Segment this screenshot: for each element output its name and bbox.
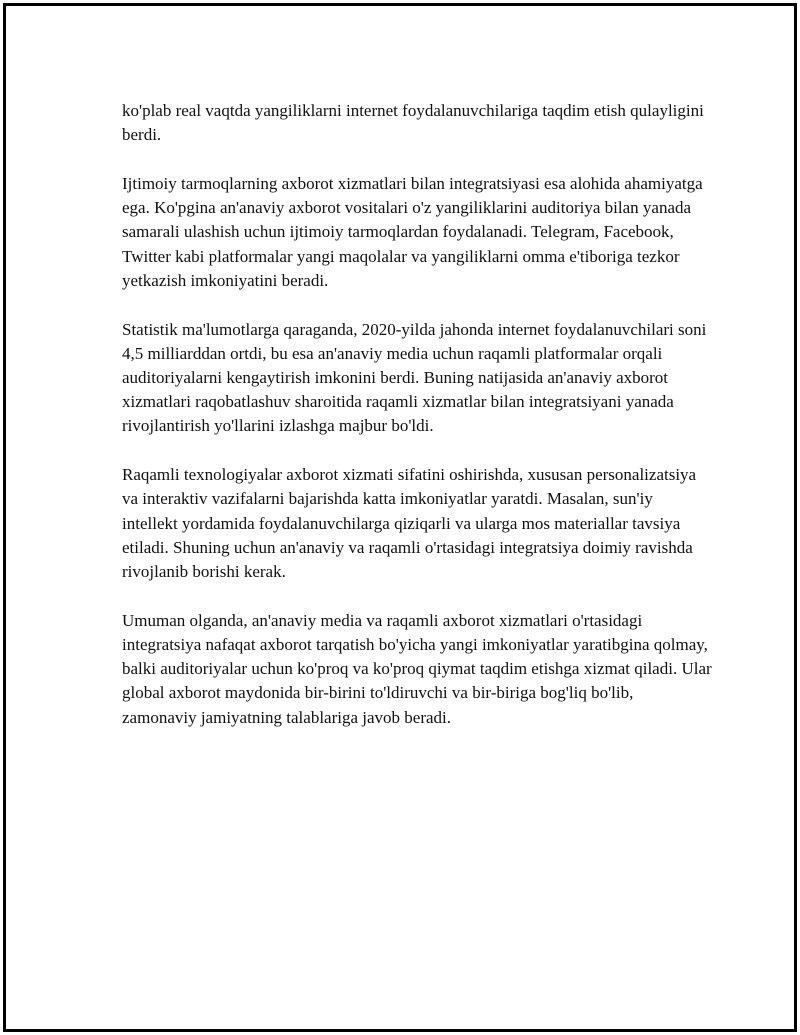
paragraph-5: Umuman olganda, an'anaviy media va raqamli axborot xizmatlari o'rtasidagi integratsiya nafaqat axborot tarqatish bo'yicha yangi imkoniyatlar yaratibgina qolmay, balki auditoriyalar uchun ko'proq va ko'proq qiymat taqdim etishga xizmat qiladi. Ular global axborot maydonida bir-birini to'ldiruvchi va bir-biriga bog'liq bo'lib, zamonaviy jamiyatning talablariga javob beradi. bbox=[122, 610, 712, 727]
paragraph-3: Statistik ma'lumotlarga qaraganda, 2020-yilda jahonda internet foydalanuvchilari soni 4,5 milliarddan ortdi, bu esa an'anaviy media uchun raqamli platformalar orqali auditoriyalarni kengaytirish imkonini berdi. Buning natijasida an'anaviy axborot xizmatlari raqobatlashuv sharoitida raqamli xizmatlar bilan integratsiyani yanada rivojlantirish yo'llarini izlashga majbur bo'ldi. bbox=[122, 319, 707, 436]
paragraph-2: Ijtimoiy tarmoqlarning axborot xizmatlari bilan integratsiyasi esa alohida ahamiyatga ega. Ko'pgina an'anaviy axborot vositalari o'z yangiliklarini auditoriya bilan yanada samarali ulashish uchun ijtimoiy tarmoqlardan foydalanadi. Telegram, Facebook, Twitter kabi platformalar yangi maqolalar va yangiliklarni omma e'tiboriga tezkor yetkazish imkoniyatini beradi. bbox=[122, 174, 703, 290]
page-frame bbox=[3, 3, 797, 1032]
document-body bbox=[122, 99, 712, 754]
paragraph-4: Raqamli texnologiyalar axborot xizmati sifatini oshirishda, xususan personalizatsiya va interaktiv vazifalarni bajarishda katta imkoniyatlar yaratdi. Masalan, sun'iy intellekt yordamida foydalanuvchilarga qiziqarli va ularga mos materiallar tavsiya etiladi. Shuning uchun an'anaviy va raqamli o'rtasidagi integratsiya doimiy ravishda rivojlanib borishi kerak. bbox=[122, 465, 697, 582]
paragraph-1: ko'plab real vaqtda yangiliklarni internet foydalanuvchilariga taqdim etish qulayligini berdi. bbox=[122, 101, 704, 145]
